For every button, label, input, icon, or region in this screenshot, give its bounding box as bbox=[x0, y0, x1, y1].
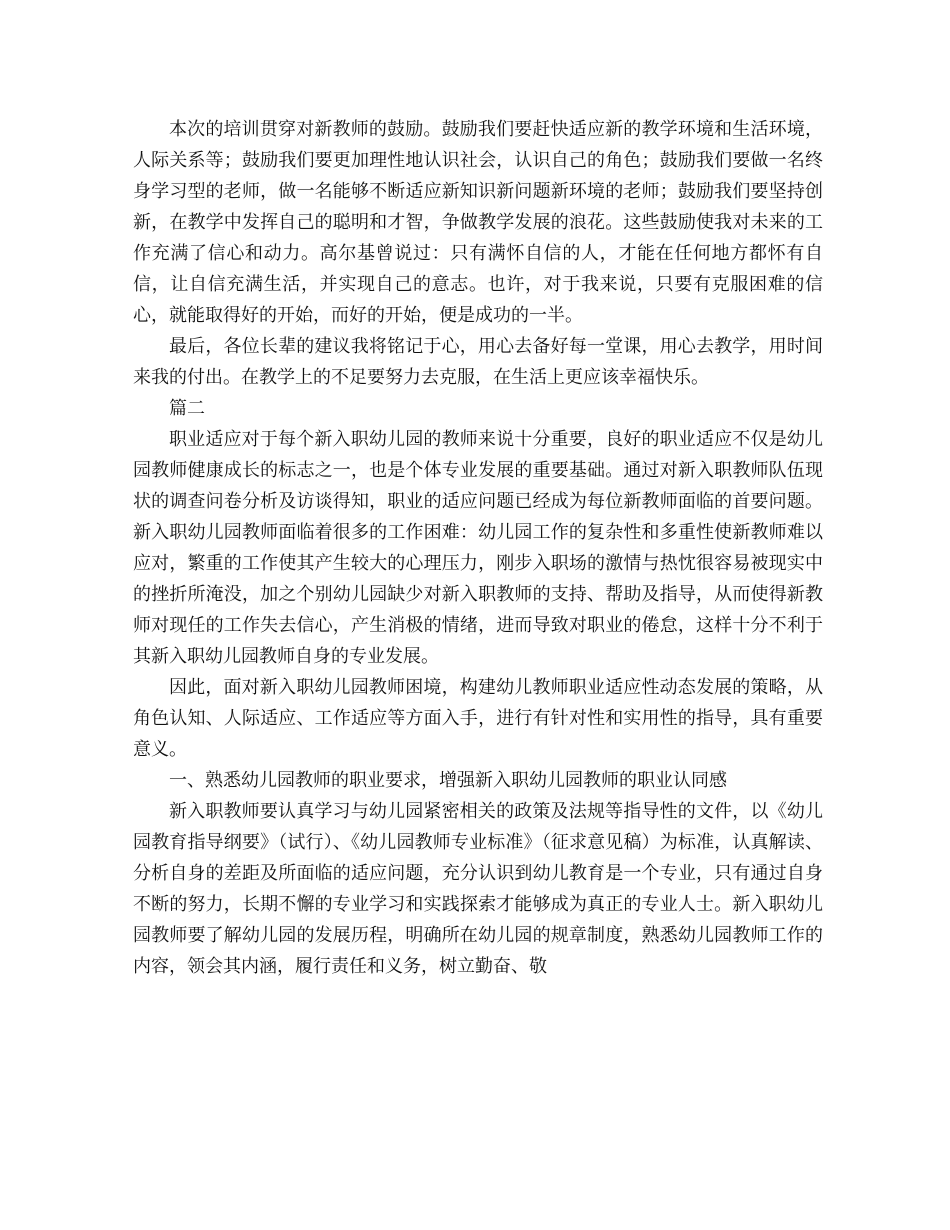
subheading-professional-requirements: 一、熟悉幼儿园教师的职业要求，增强新入职幼儿园教师的职业认同感 bbox=[169, 770, 727, 791]
paragraph-career-adaptation: 职业适应对于每个新入职幼儿园的教师来说十分重要，良好的职业适应不仅是幼儿园教师健康成长的标志之一，也是个体专业发展的重要基础。通过对新入职教师队伍现状的调查问卷分析及访谈得知，职业的适应问题已经成为每位新教师面临的首要问题。新入职幼儿园教师面临着很多的工作困难：幼儿园工作的复杂性和多重性使新教师难以应对，繁重的工作使其产生较大的心理压力，刚步入职场的激情与热忱很容易被现实中的挫折所淹没，加之个别幼儿园缺少对新入职教师的支持、帮助及指导，从而使得新教师对现任的工作失去信心，产生消极的情绪，进而导致对职业的倦怠，这样十分不利于其新入职幼儿园教师自身的专业发展。 bbox=[133, 429, 823, 667]
paragraph-therefore: 因此，面对新入职幼儿园教师困境，构建幼儿教师职业适应性动态发展的策略，从角色认知、人际适应、工作适应等方面入手，进行有针对性和实用性的指导，具有重要意义。 bbox=[133, 677, 823, 760]
section-heading-part-two: 篇二 bbox=[169, 398, 205, 419]
paragraph-policy-study: 新入职教师要认真学习与幼儿园紧密相关的政策及法规等指导性的文件，以《幼儿园教育指导纲要》（试行）、《幼儿园教师专业标准》（征求意见稿）为标准，认真解读、分析自身的差距及所面临的适应问题，充分认识到幼儿教育是一个专业，只有通过自身不断的努力，长期不懈的专业学习和实践探索才能够成为真正的专业人士。新入职幼儿园教师要了解幼儿园的发展历程，明确所在幼儿园的规章制度，熟悉幼儿园教师工作的内容，领会其内涵，履行责任和义务，树立勤奋、敬 bbox=[133, 801, 823, 977]
paragraph-closing-remarks: 最后，各位长辈的建议我将铭记于心，用心去备好每一堂课，用心去教学，用时间来我的付出。在教学上的不足要努力去克服，在生活上更应该幸福快乐。 bbox=[133, 336, 823, 388]
document-body bbox=[133, 114, 823, 982]
paragraph-training-encouragement: 本次的培训贯穿对新教师的鼓励。鼓励我们要赶快适应新的教学环境和生活环境，人际关系等；鼓励我们要更加理性地认识社会，认识自己的角色；鼓励我们要做一名终身学习型的老师，做一名能够不断适应新知识新问题新环境的老师；鼓励我们要坚持创新，在教学中发挥自己的聪明和才智，争做教学发展的浪花。这些鼓励使我对未来的工作充满了信心和动力。高尔基曾说过：只有满怀自信的人，才能在任何地方都怀有自信，让自信充满生活，并实现自己的意志。也许，对于我来说，只要有克服困难的信心，就能取得好的开始，而好的开始，便是成功的一半。 bbox=[133, 119, 823, 326]
